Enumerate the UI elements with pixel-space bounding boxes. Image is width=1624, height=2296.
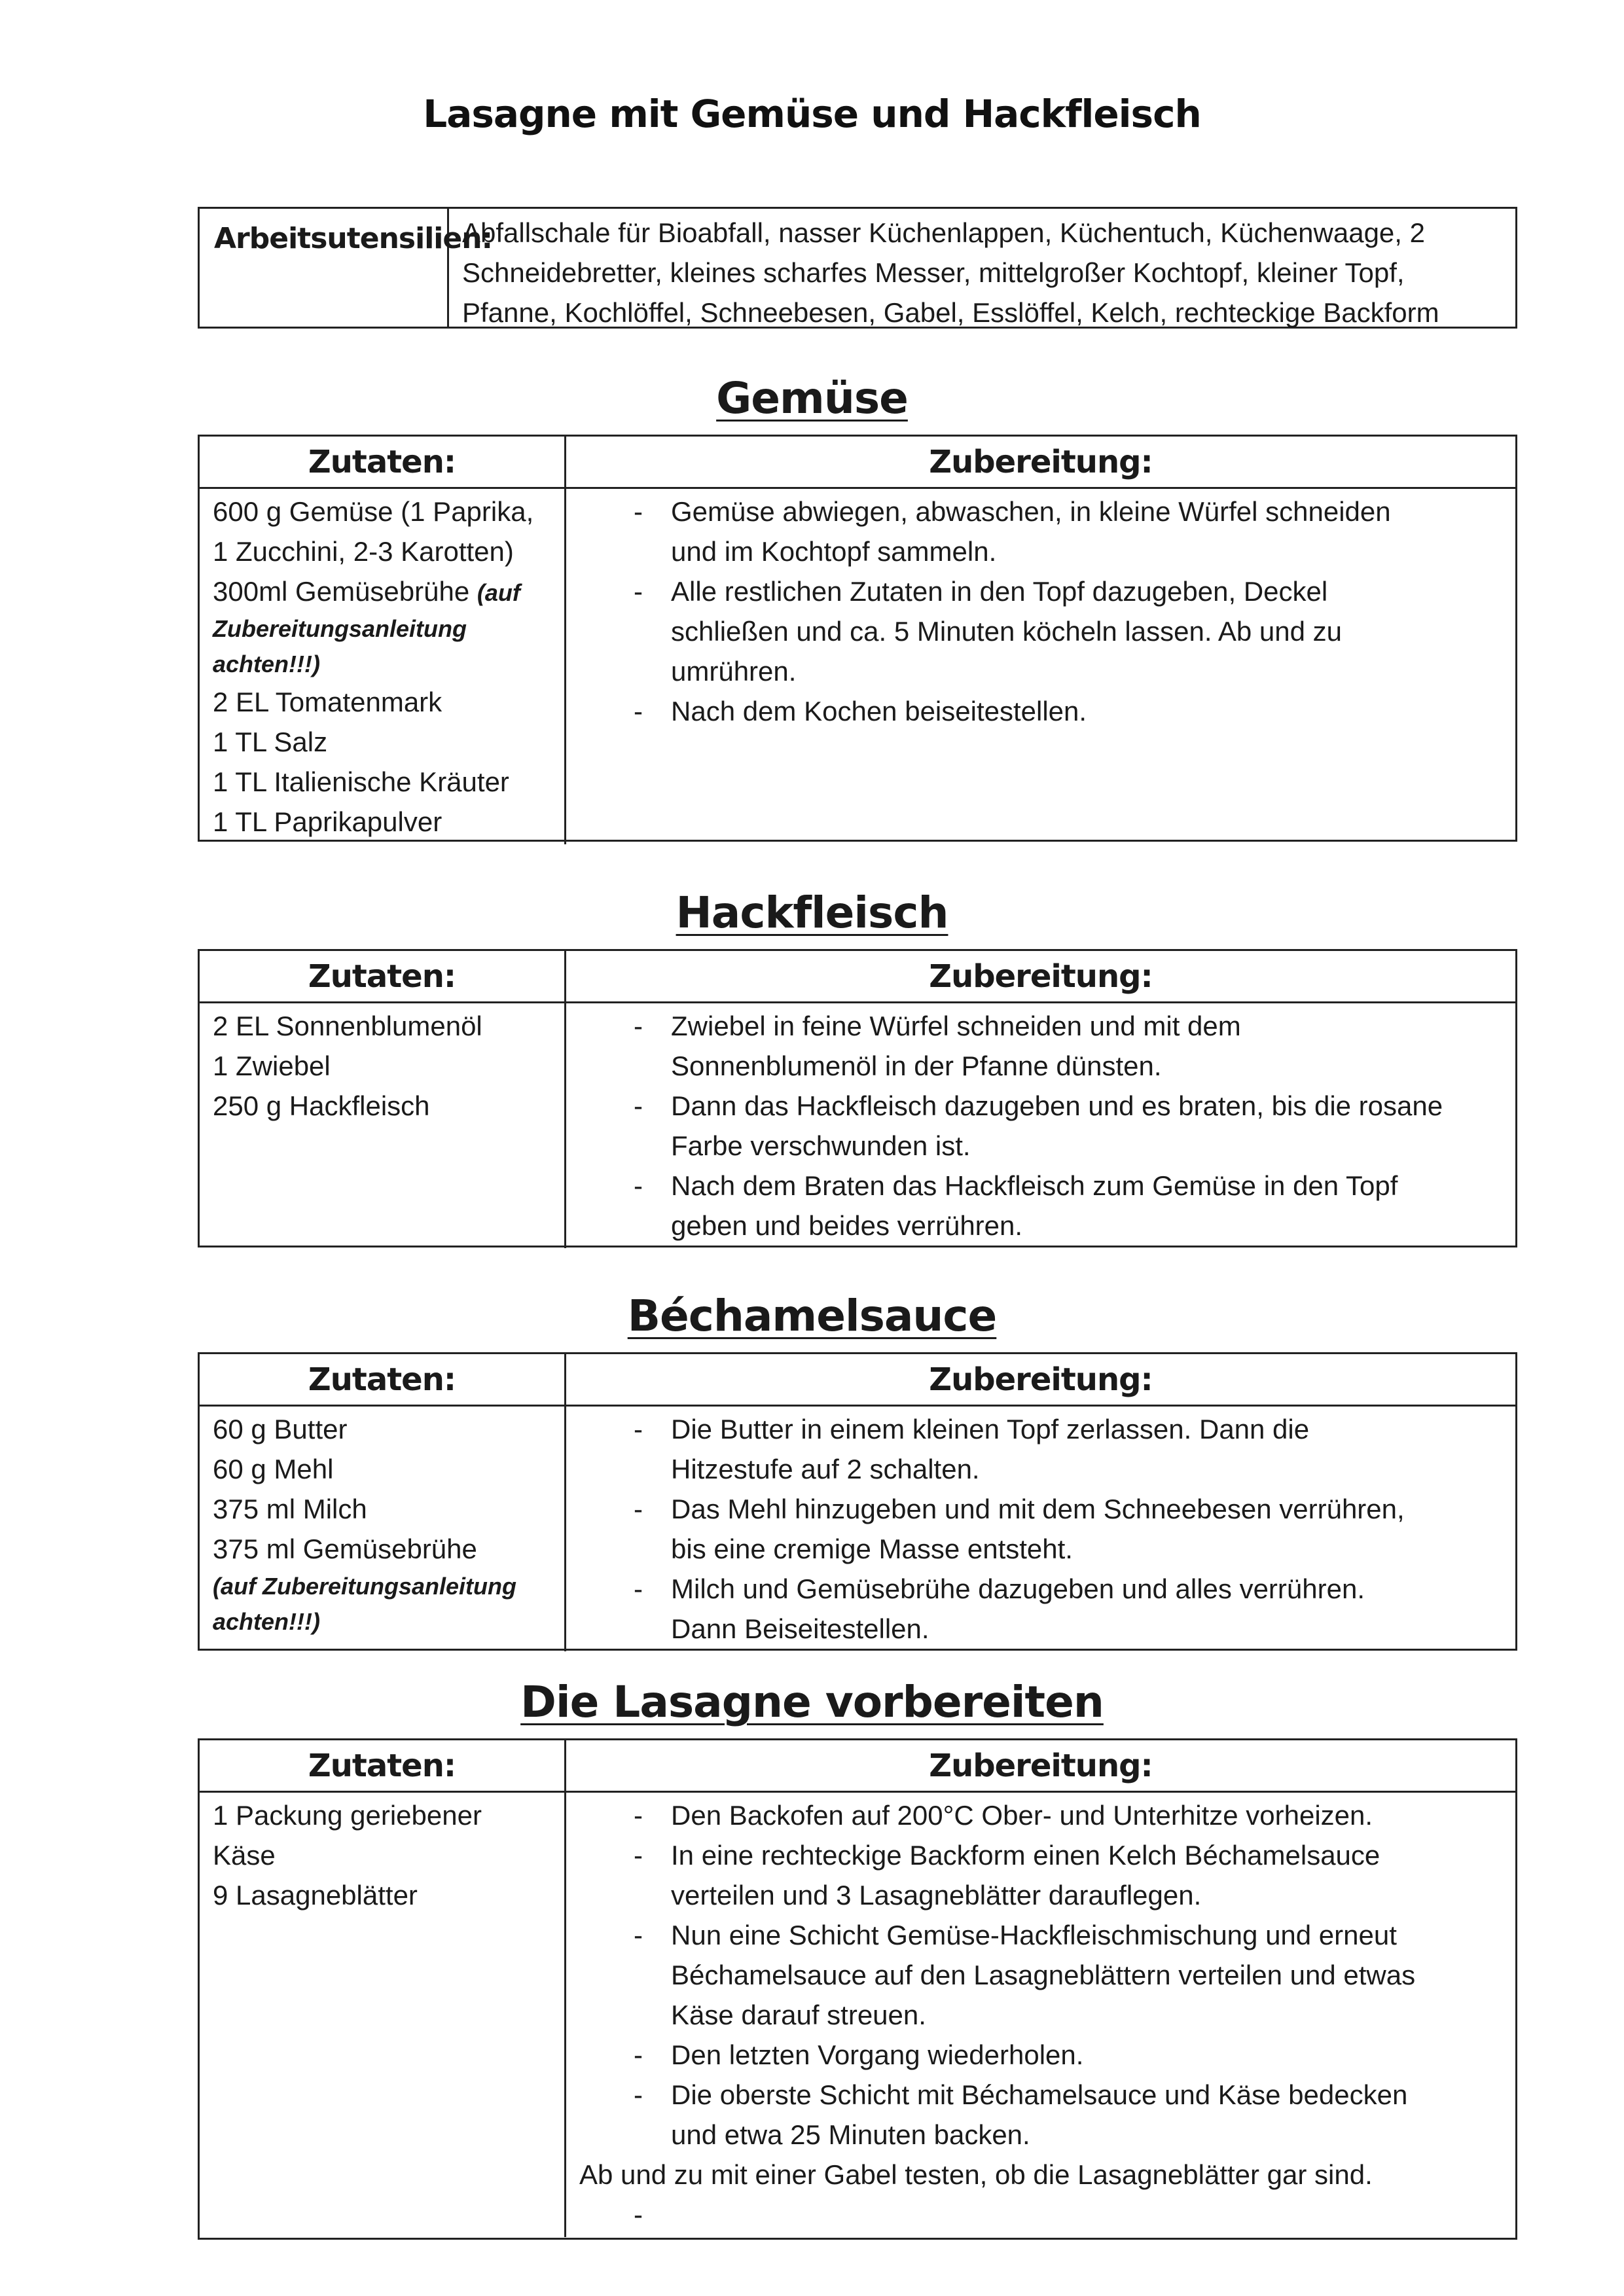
step: - Den letzten Vorgang wiederholen. <box>634 2039 1084 2070</box>
step: - Den Backofen auf 200°C Ober- und Unterhitze vorheizen. <box>634 1800 1373 1831</box>
ingredients-header: Zutaten: <box>200 437 566 487</box>
ingredient: 375 ml Gemüsebrühe <box>213 1534 477 1564</box>
step: - Gemüse abwiegen, abwaschen, in kleine Würfel schneiden und im Kochtopf sammeln. <box>634 496 1391 567</box>
step: - Nach dem Braten das Hackfleisch zum Gemüse in den Topf geben und beides verrühren. <box>634 1170 1398 1241</box>
ingredients-header: Zutaten: <box>200 1354 566 1405</box>
step: - Milch und Gemüsebrühe dazugeben und alles verrühren. Dann Beiseitestellen. <box>634 1573 1365 1644</box>
ingredient-note: (auf Zubereitungsanleitung <box>213 1573 516 1600</box>
utensils-table <box>198 207 1517 329</box>
section-title-bechamelsauce: Béchamelsauce <box>627 1291 997 1341</box>
step: - Die Butter in einem kleinen Topf zerlassen. Dann die Hitzestufe auf 2 schalten. <box>634 1414 1310 1484</box>
recipe-table-bechamelsauce <box>198 1352 1517 1651</box>
page-title: Lasagne mit Gemüse und Hackfleisch <box>423 92 1201 136</box>
step: - Nach dem Kochen beiseitestellen. <box>634 696 1087 726</box>
step: - Das Mehl hinzugeben und mit dem Schneebesen verrühren, bis eine cremige Masse entsteht. <box>634 1494 1405 1564</box>
recipe-table-lasagne <box>198 1738 1517 2240</box>
ingredient: Käse <box>213 1840 276 1871</box>
section-title-hackfleisch: Hackfleisch <box>676 888 948 938</box>
step: - In eine rechteckige Backform einen Kelch Béchamelsauce verteilen und 3 Lasagneblätter darauflegen. <box>634 1840 1380 1910</box>
utensils-value <box>449 209 1515 327</box>
ingredient: 60 g Mehl <box>213 1454 334 1484</box>
step: - Dann das Hackfleisch dazugeben und es braten, bis die rosane Farbe verschwunden ist. <box>634 1090 1443 1161</box>
ingredients-list <box>200 1793 566 2237</box>
utensils-line: Abfallschale für Bioabfall, nasser Küchenlappen, Küchentuch, Küchenwaage, 2 <box>462 217 1425 248</box>
ingredient: 1 Zucchini, 2-3 Karotten) <box>213 536 514 567</box>
preparation-header: Zubereitung: <box>929 958 1153 995</box>
ingredient: 9 Lasagneblätter <box>213 1880 418 1910</box>
trailing-dash: - <box>634 2199 643 2230</box>
utensils-label: Arbeitsutensilien: <box>200 209 449 327</box>
recipe-table-gemuese <box>198 435 1517 842</box>
preparation-header: Zubereitung: <box>929 1747 1153 1784</box>
ingredient: 2 EL Sonnenblumenöl <box>213 1011 482 1041</box>
ingredient-note: achten!!!) <box>213 651 320 677</box>
ingredients-list <box>200 1003 566 1248</box>
ingredient-note: achten!!!) <box>213 1608 320 1635</box>
ingredients-list <box>200 1407 566 1651</box>
ingredient: 1 Packung geriebener <box>213 1800 482 1831</box>
preparation-header: Zubereitung: <box>929 1361 1153 1398</box>
steps-list <box>566 489 1515 844</box>
ingredients-header: Zutaten: <box>200 1740 566 1791</box>
step: - Zwiebel in feine Würfel schneiden und mit dem Sonnenblumenöl in der Pfanne dünsten. <box>634 1011 1241 1081</box>
ingredients-list <box>200 489 566 844</box>
section-title-lasagne-vorbereiten: Die Lasagne vorbereiten <box>520 1677 1104 1727</box>
ingredient: 250 g Hackfleisch <box>213 1090 430 1121</box>
ingredient-note: Zubereitungsanleitung <box>213 615 467 642</box>
step-note: Ab und zu mit einer Gabel testen, ob die Lasagneblätter gar sind. <box>579 2159 1373 2190</box>
ingredient: 60 g Butter <box>213 1414 348 1444</box>
step: - Alle restlichen Zutaten in den Topf dazugeben, Deckel schließen und ca. 5 Minuten köcheln lassen. Ab und zu umrühren. <box>634 576 1342 687</box>
steps-list <box>566 1793 1515 2237</box>
ingredient: 600 g Gemüse (1 Paprika, <box>213 496 534 527</box>
step: - Nun eine Schicht Gemüse-Hackfleischmischung und erneut Béchamelsauce auf den Lasagneblättern verteilen und etwas Käse darauf streuen. <box>634 1920 1416 2030</box>
utensils-line: Pfanne, Kochlöffel, Schneebesen, Gabel, Esslöffel, Kelch, rechteckige Backform <box>462 297 1439 328</box>
ingredient: 2 EL Tomatenmark <box>213 687 442 717</box>
ingredient: 300ml Gemüsebrühe (auf <box>213 576 520 607</box>
steps-list <box>566 1407 1515 1651</box>
ingredient: 1 TL Salz <box>213 726 328 757</box>
step: - Die oberste Schicht mit Béchamelsauce und Käse bedecken und etwa 25 Minuten backen. <box>634 2079 1408 2150</box>
ingredient: 375 ml Milch <box>213 1494 367 1524</box>
recipe-table-hackfleisch <box>198 949 1517 1247</box>
steps-list <box>566 1003 1515 1248</box>
utensils-line: Schneidebretter, kleines scharfes Messer, mittelgroßer Kochtopf, kleiner Topf, <box>462 257 1405 288</box>
ingredient: 1 TL Paprikapulver <box>213 806 442 837</box>
preparation-header: Zubereitung: <box>929 443 1153 480</box>
ingredients-header: Zutaten: <box>200 951 566 1001</box>
section-title-gemuese: Gemüse <box>716 373 908 423</box>
ingredient: 1 Zwiebel <box>213 1050 331 1081</box>
ingredient: 1 TL Italienische Kräuter <box>213 766 509 797</box>
